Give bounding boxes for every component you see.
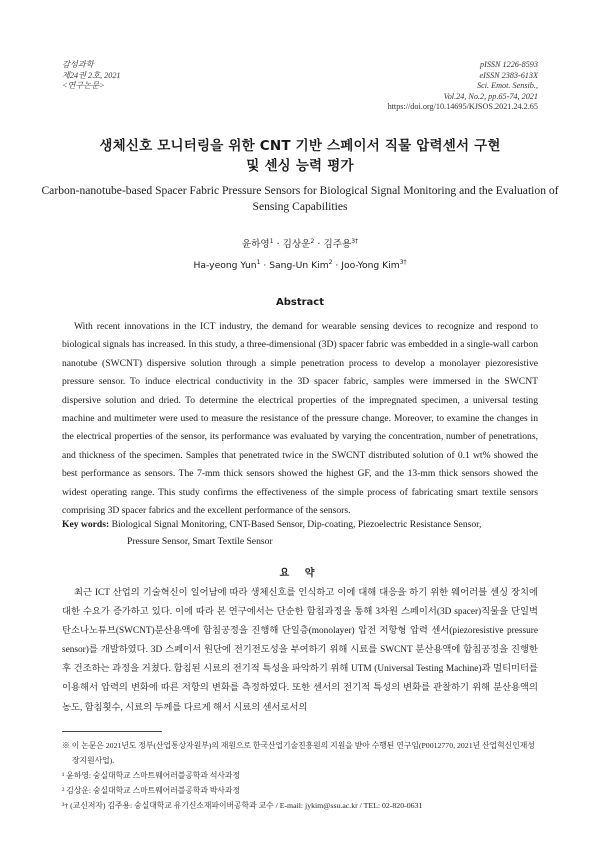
author-affiliation-mark: 1 (256, 258, 261, 266)
title-korean (0, 136, 600, 176)
author-name: 윤하영 (241, 239, 270, 250)
author-name: 김상운 (282, 239, 311, 250)
journal-volume: 제24권 2호, 2021 (62, 70, 121, 80)
keywords (62, 516, 538, 550)
volume-pages: Vol.24, No.2, pp.65-74, 2021 (443, 91, 538, 101)
author-affiliation-mark: 3† (399, 258, 407, 266)
footnotes (62, 738, 538, 813)
author-name: Joo-Yong Kim (341, 260, 400, 271)
author-name: Sang-Un Kim (269, 260, 329, 271)
author-separator: · (332, 260, 342, 271)
abstract-heading: Abstract (275, 297, 325, 308)
author-separator: · (314, 239, 324, 250)
keywords-line2: Pressure Sensor, Smart Textile Sensor (127, 536, 273, 547)
pissn: pISSN 1226-8593 (480, 60, 538, 69)
author-name: Ha-yeong Yun (193, 260, 257, 271)
journal-info-left (62, 60, 121, 92)
journal-abbrev: Sci. Emot. Sensib., (477, 81, 538, 90)
footnote-1: ¹ 윤하영: 숭실대학교 스마트웨어러블공학과 석사과정 (62, 771, 240, 780)
journal-name: 감성과학 (62, 60, 94, 69)
author-affiliation-mark: 1 (269, 237, 274, 245)
footnote-3: ³† (교신저자) 김주용: 숭실대학교 유기신소재파이버공학과 교수 / E-mail: jykim@ssu.ac.kr / TEL: 02-820-0631 (62, 801, 423, 810)
summary-heading: 요 약 (279, 568, 321, 579)
abstract-text: With recent innovations in the ICT industry, the demand for wearable sensing devices to recognize and respond to biological signals has increased. In this study, a three-dimensional (3D) spacer fabric was embedded in a single-wall carbon nanotube (SWCNT) dispersive solution through a simple penetration process to develop a monolayer piezoresistive pressure sensor. To induce electrical conductivity in the 3D spacer fabric, samples were immersed in the SWCNT dispersive solution and dried. To determine the electrical properties of the impregnated specimen, a universal testing machine and multimeter were used to measure the resistance of the pressure change. Moreover, to examine the changes in the electrical properties of the sensor, its performance was evaluated by varying the concentration, number of penetrations, and thickness of the specimen. Samples that penetrated twice in the SWCNT distributed solution of 0.1 wt% showed the best performance as sensors. The 7-mm thick sensors showed the highest GF, and the 13-mm thick sensors showed the widest operating range. This study confirms the effectiveness of the simple process of fabricating smart textile sensors comprising 3D spacer fabrics and the excellent performance of the sensors. (62, 321, 538, 517)
footnote-divider (62, 731, 162, 732)
authors-korean (0, 236, 600, 250)
authors-english (0, 260, 600, 271)
title-korean-line1: 생체신호 모니터링을 위한 CNT 기반 스페이서 직물 압력센서 구현 (99, 138, 501, 154)
journal-info-right (388, 60, 538, 113)
author-separator: · (273, 239, 283, 250)
author-separator: · (260, 260, 270, 271)
footnote-2: ² 김상운: 숭실대학교 스마트웨어러블공학과 박사과정 (62, 786, 240, 795)
author-affiliation-mark: 2 (328, 258, 333, 266)
title-korean-line2: 및 센싱 능력 평가 (246, 158, 354, 174)
article-type: <연구논문> (62, 81, 105, 90)
doi-link[interactable]: https://doi.org/10.14695/KJSOS.2021.24.2.65 (387, 102, 538, 111)
funding-note: ※ 이 논문은 2021년도 정부(산업통상자원부)의 재원으로 한국산업기술진흥원의 지원을 받아 수행된 연구임(P0012770, 2021년 산업혁신인재성장지원사업). (62, 741, 535, 765)
eissn: eISSN 2383-613X (479, 70, 538, 80)
author-name: 김주용 (323, 239, 352, 250)
summary-text: 최근 ICT 산업의 기술혁신이 일어남에 따라 생체신호를 인식하고 이에 대해 대응을 하기 위한 웨어러블 센싱 장치에 대한 수요가 증가하고 있다. 이에 따라 본 연구에서는 단순한 함침과정을 통해 3차원 스페이서(3D spacer)직물을 단일벽 탄소나노튜브(SWCNT)분산용액에 함침공정을 진행해 단일층(monolayer) 압전 저항형 압력 센서(piezoresistive pressure sensor)를 개발하였다. 3D 스페이서 원단에 전기전도성을 부여하기 위해 시료를 SWCNT 분산용액에 함침공정을 진행한 후 건조하는 과정을 거쳤다. 함침된 시료의 전기적 특성을 파악하기 위해 UTM (Universal Testing Machine)과 멀티미터를 이용해서 압력의 변화에 따른 저항의 변화를 측정하였다. 또한 센서의 전기적 특성의 변화를 관찰하기 위해 분산용액의 농도, 함침횟수, 시료의 두께를 다르게 해서 시료의 센서로서의 (62, 588, 538, 713)
author-affiliation-mark: 2 (310, 237, 315, 245)
title-english: Carbon-nanotube-based Spacer Fabric Pressure Sensors for Biological Signal Monitoring and the Evaluation of Sensing Capabilities (41, 184, 559, 213)
keywords-label: Key words: (62, 519, 110, 530)
keywords-line1: Biological Signal Monitoring, CNT-Based Sensor, Dip-coating, Piezoelectric Resistance Sensor, (111, 519, 482, 530)
author-affiliation-mark: 3† (351, 237, 359, 245)
